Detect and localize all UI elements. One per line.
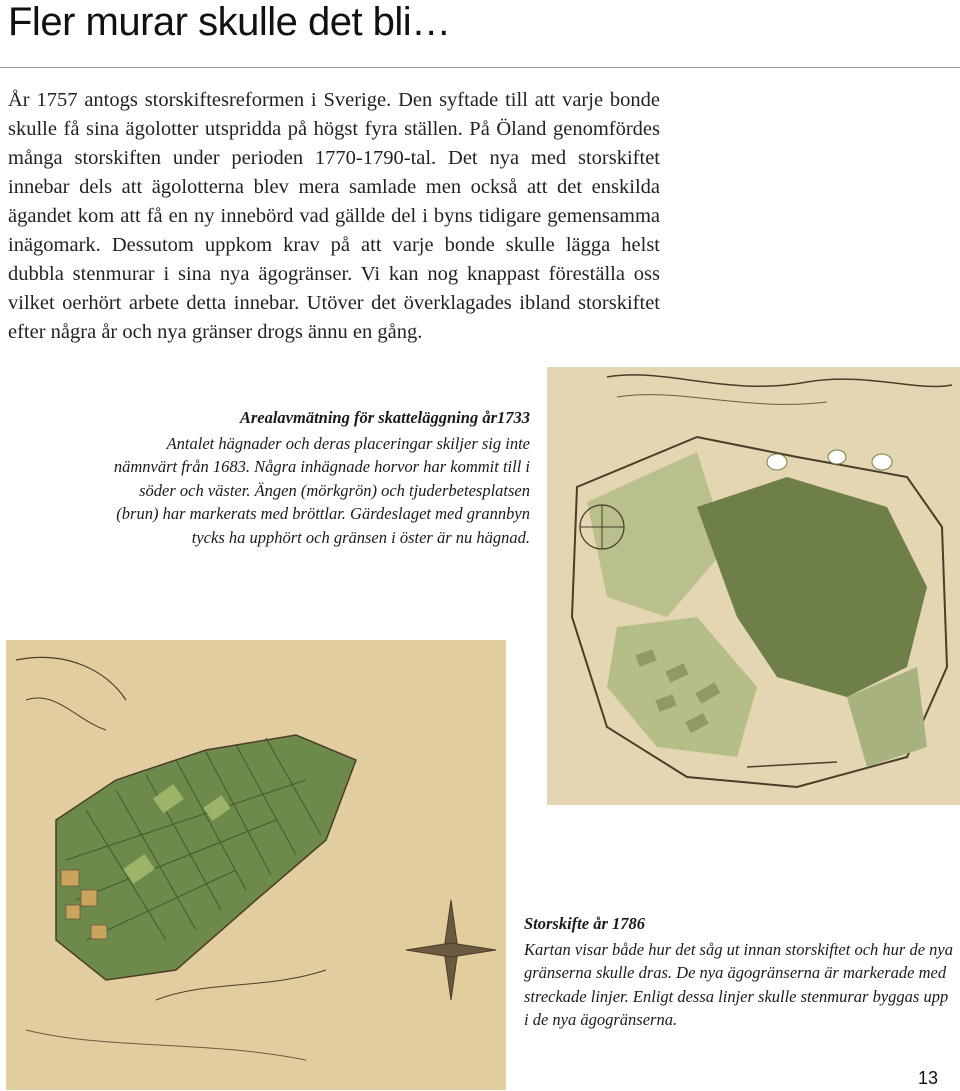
caption-1733-text: Antalet hägnader och deras placeringar skiljer sig inte nämnvärt från 1683. Några inhägnade horvor har kommit till i söder och väster. Ängen (mörkgrön) och tjuderbetesplatsen (brun) har markerats med bröttlar. Gärdeslaget med grannbyn tycks ha upphört och gränsen i öster är nu hägnad. xyxy=(113,433,530,547)
heading-rule xyxy=(0,67,960,68)
body-paragraph: År 1757 antogs storskiftesreformen i Sverige. Den syftade till att varje bonde skulle få sina ägolotter utspridda på högst fyra ställen. På Öland genomfördes många storskiften under perioden 1770-1790-tal. Det nya med storskiftet innebar dels att ägolotterna blev mera samlade men också att det enskilda ägandet kom att få en ny innebörd vad gällde del i byns tidigare gemensamma inägomark. Dessutom uppkom krav på att varje bonde skulle lägga helst dubbla stenmurar i sina nya ägogränser. Vi kan nog knappast föreställa oss vilket oerhört arbete detta innebar. Utöver det överklagades ibland storskiftet efter några år och nya gränser drogs ännu en gång. xyxy=(8,89,660,343)
caption-1786-title: Storskifte år 1786 xyxy=(524,914,646,933)
caption-1786 xyxy=(524,912,954,1032)
map-1786-image xyxy=(6,640,506,1090)
caption-1733-title: Arealavmätning för skatteläggning år1733 xyxy=(239,408,530,427)
caption-1786-text: Kartan visar både hur det såg ut innan storskiftet och hur de nya gränserna skulle dras. De nya ägogränserna är markerade med streckade linjer. Enligt dessa linjer skulle stenmurar byggas upp i de nya ägogränserna. xyxy=(524,939,953,1029)
map-1733-image xyxy=(547,367,960,805)
caption-1733 xyxy=(100,406,530,549)
page-heading: Fler murar skulle det bli… xyxy=(8,0,451,44)
page-number: 13 xyxy=(918,1068,939,1088)
